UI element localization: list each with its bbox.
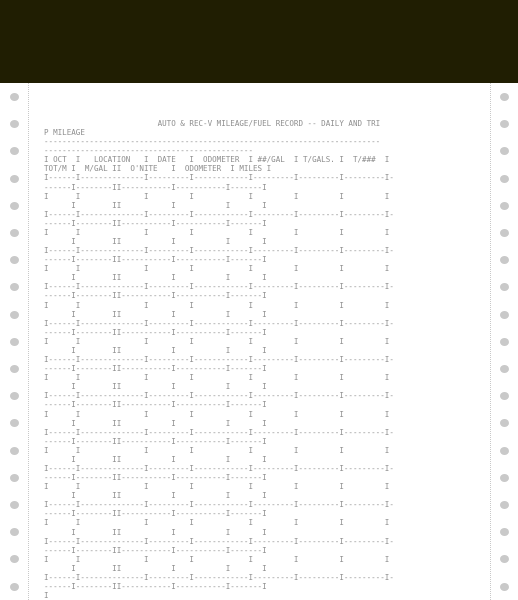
table-row: I I I I I I I I xyxy=(44,373,390,383)
table-row-continued: I II I I I xyxy=(44,527,267,537)
table-row-continued: I II I I I xyxy=(44,237,267,247)
column-headers: I OCT I LOCATION I DATE I ODOMETER I ##/GAL I T/GALS. I T/### I xyxy=(44,155,390,165)
left-sprocket-hole xyxy=(10,447,19,455)
row-separator: I------I--------------I---------I------------I---------I---------I---------I- xyxy=(44,391,394,401)
left-sprocket-hole xyxy=(10,93,19,101)
table-row: I I I I I I I I xyxy=(44,518,390,528)
row-separator-continued: ------I--------II-----------I-----------I-------I xyxy=(44,218,267,228)
table-row-continued: I II I I I xyxy=(44,563,267,573)
right-sprocket-hole xyxy=(500,501,509,509)
table-row-continued: I II I I I xyxy=(44,273,267,283)
row-separator: I------I--------------I---------I------------I---------I---------I---------I- xyxy=(44,318,394,328)
table-row-continued: I II I I I xyxy=(44,382,267,392)
row-separator-continued: ------I--------II-----------I-----------I-------I xyxy=(44,182,267,192)
column-headers-continued: TOT/M I M/GAL II O'NITE I ODOMETER I MILES I xyxy=(44,164,272,174)
left-sprocket-hole xyxy=(10,583,19,591)
right-sprocket-hole xyxy=(500,202,509,210)
row-separator-continued: ------I--------II-----------I-----------I-------I xyxy=(44,473,267,483)
left-sprocket-hole xyxy=(10,229,19,237)
table-row-continued: I II I I I xyxy=(44,200,267,210)
table-row: I I I I I I I I xyxy=(44,264,390,274)
row-separator: I------I--------------I---------I------------I---------I---------I---------I- xyxy=(44,427,394,437)
right-sprocket-hole xyxy=(500,474,509,482)
rule-line: ---------------------------------------------- xyxy=(44,146,254,156)
table-row: I I I I I I I I xyxy=(44,227,390,237)
right-sprocket-hole xyxy=(500,93,509,101)
row-separator: I------I--------------I---------I------------I---------I---------I---------I- xyxy=(44,572,394,582)
form-title-continued: P MILEAGE xyxy=(44,128,85,138)
row-separator-continued: ------I--------II-----------I-----------I-------I xyxy=(44,509,267,519)
row-separator-continued: ------I--------II-----------I-----------I-------I xyxy=(44,291,267,301)
form-title: AUTO & REC-V MILEAGE/FUEL RECORD -- DAILY AND TRI xyxy=(44,119,381,128)
row-separator: I------I--------------I---------I------------I---------I---------I---------I- xyxy=(44,173,394,183)
table-row: I I I I I I I I xyxy=(44,409,390,419)
top-dark-bar xyxy=(0,0,518,83)
row-separator-continued: ------I--------II-----------I-----------I-------I xyxy=(44,581,267,591)
table-row-continued: I II I I I xyxy=(44,454,267,464)
row-separator-continued: ------I--------II-----------I-----------I-------I xyxy=(44,436,267,446)
row-separator: I------I--------------I---------I------------I---------I---------I---------I- xyxy=(44,463,394,473)
row-separator-continued: ------I--------II-----------I-----------I-------I xyxy=(44,545,267,555)
row-separator: I------I--------------I---------I------------I---------I---------I---------I- xyxy=(44,282,394,292)
row-separator: I------I--------------I---------I------------I---------I---------I---------I- xyxy=(44,246,394,256)
right-sprocket-hole xyxy=(500,365,509,373)
right-sprocket-hole xyxy=(500,447,509,455)
table-row: I I I I I I I I xyxy=(44,336,390,346)
table-row-continued: I II I I I xyxy=(44,345,267,355)
table-row: I I I I I I I I xyxy=(44,445,390,455)
left-sprocket-hole xyxy=(10,175,19,183)
rule-line: -------------------------------------------------------------------------- xyxy=(44,137,381,147)
table-row: I I I I I I I I xyxy=(44,482,390,492)
table-row-continued: I II I I I xyxy=(44,491,267,501)
left-sprocket-hole xyxy=(10,474,19,482)
table-row: I I I I I I I I xyxy=(44,300,390,310)
left-sprocket-hole xyxy=(10,202,19,210)
tractor-feed-paper xyxy=(0,83,518,600)
row-separator-continued: ------I--------II-----------I-----------I-------I xyxy=(44,255,267,265)
row-separator-continued: ------I--------II-----------I-----------I-------I xyxy=(44,327,267,337)
row-separator: I------I--------------I---------I------------I---------I---------I---------I- xyxy=(44,500,394,510)
table-row-continued: I II I I I xyxy=(44,418,267,428)
row-separator: I------I--------------I---------I------------I---------I---------I---------I- xyxy=(44,536,394,546)
mileage-fuel-record-form xyxy=(44,119,394,600)
table-row: I I I I I I I I xyxy=(44,191,390,201)
left-sprocket-hole xyxy=(10,501,19,509)
table-row-continued: I II I I I xyxy=(44,309,267,319)
row-start-marker: I xyxy=(44,591,49,600)
right-sprocket-hole xyxy=(500,311,509,319)
right-sprocket-hole xyxy=(500,229,509,237)
left-sprocket-hole xyxy=(10,338,19,346)
left-sprocket-hole xyxy=(10,311,19,319)
right-sprocket-hole xyxy=(500,583,509,591)
row-separator: I------I--------------I---------I------------I---------I---------I---------I- xyxy=(44,209,394,219)
right-sprocket-hole xyxy=(500,338,509,346)
right-sprocket-hole xyxy=(500,175,509,183)
table-row: I I I I I I I I xyxy=(44,554,390,564)
row-separator-continued: ------I--------II-----------I-----------I-------I xyxy=(44,364,267,374)
row-separator-continued: ------I--------II-----------I-----------I-------I xyxy=(44,400,267,410)
left-sprocket-hole xyxy=(10,365,19,373)
row-separator: I------I--------------I---------I------------I---------I---------I---------I- xyxy=(44,355,394,365)
